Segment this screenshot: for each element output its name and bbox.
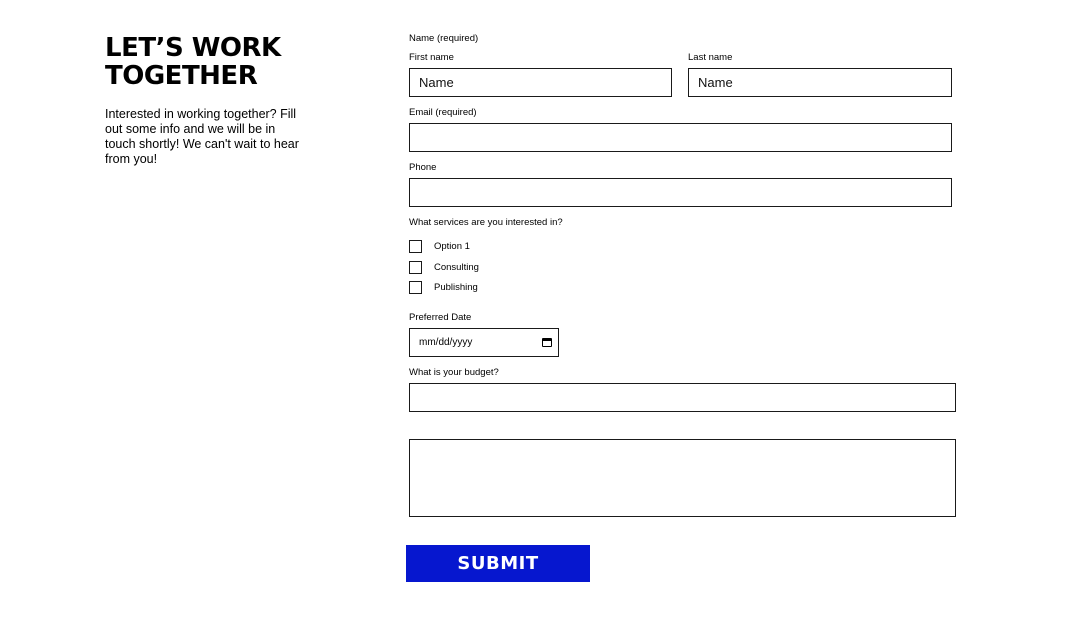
preferred-date-input[interactable] xyxy=(409,328,559,357)
service-consulting[interactable] xyxy=(409,261,479,274)
calendar-icon[interactable] xyxy=(542,338,552,347)
budget-label: What is your budget? xyxy=(409,367,499,378)
last-name-input[interactable] xyxy=(688,68,952,97)
intro-text: Interested in working together? Fill out some info and we will be in touch shortly! We can't wait to hear from you! xyxy=(105,107,299,166)
message-textarea[interactable] xyxy=(409,439,956,517)
service-publishing[interactable] xyxy=(409,281,478,294)
checkbox-label: Consulting xyxy=(434,262,479,273)
checkbox[interactable] xyxy=(409,240,422,253)
checkbox[interactable] xyxy=(409,261,422,274)
services-label: What services are you interested in? xyxy=(409,217,563,228)
submit-button[interactable]: SUBMIT xyxy=(406,545,590,582)
email-input[interactable] xyxy=(409,123,952,152)
first-name-label: First name xyxy=(409,52,454,63)
checkbox-label: Publishing xyxy=(434,282,478,293)
date-label: Preferred Date xyxy=(409,312,472,323)
date-placeholder: mm/dd/yyyy xyxy=(419,337,473,348)
page-title: LET’S WORK TOGETHER xyxy=(105,33,281,91)
budget-input[interactable] xyxy=(409,383,956,412)
name-label: Name (required) xyxy=(409,33,479,44)
phone-label: Phone xyxy=(409,162,437,173)
checkbox-label: Option 1 xyxy=(434,241,470,252)
phone-input[interactable] xyxy=(409,178,952,207)
first-name-input[interactable] xyxy=(409,68,672,97)
checkbox[interactable] xyxy=(409,281,422,294)
intro-section xyxy=(105,34,305,167)
service-option-1[interactable] xyxy=(409,240,470,253)
email-label: Email (required) xyxy=(409,107,477,118)
last-name-label: Last name xyxy=(688,52,733,63)
